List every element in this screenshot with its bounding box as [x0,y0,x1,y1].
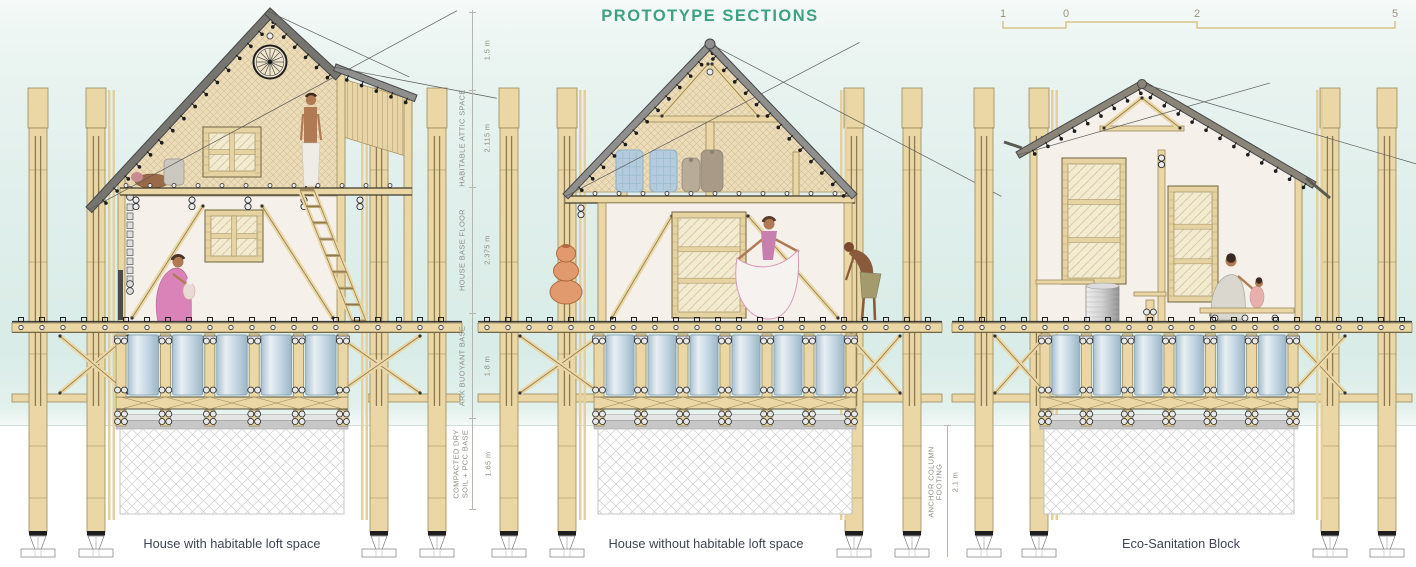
rule-tick [469,509,476,510]
grain-sack [682,158,700,192]
buoyant-base [1039,334,1300,426]
buoyancy-barrel [606,335,634,395]
stilt-column [79,88,113,557]
bamboo-window [1168,186,1218,302]
buoyancy-barrel [1093,335,1120,395]
scale-bar [990,4,1410,38]
scale-label-1: 1 [999,8,1007,20]
dimension-rule-left [472,10,473,510]
rule-tick [469,418,476,419]
storage-basket [650,150,677,192]
buoyant-base [593,334,858,426]
section-caption-eco-sanitation: Eco-Sanitation Block [1121,536,1241,551]
dim-value-base-floor: 2.375 m [482,235,492,265]
clay-pots [550,244,582,304]
buoyancy-barrel [261,335,291,395]
dimension-rule-right [947,425,948,557]
water-drum [1086,283,1119,322]
buoyancy-barrel [1259,335,1286,395]
rule-tick [469,90,476,91]
house-with-loft-drawing [12,8,497,557]
stilt-column [1370,88,1404,557]
foundation [1040,415,1298,515]
buoyancy-barrel [732,335,760,395]
buoyancy-barrel [217,335,247,395]
dim-label-soil-base-2: SOIL + PCC BASE [460,429,470,499]
foundation [116,415,348,515]
grain-sack [701,150,723,192]
dim-label-anchor-footing-2: FOOTING [934,463,944,501]
bamboo-window [672,212,746,318]
dim-label-base-floor: HOUSE BASE FLOOR [457,209,467,291]
buoyancy-barrel [172,335,202,395]
house-without-loft-drawing [478,39,1001,557]
bamboo-window [205,210,263,262]
rule-tick [469,187,476,188]
dim-label-anchor-footing-1: ANCHOR COLUMN [926,446,936,518]
buoyancy-barrel [1217,335,1244,395]
stilt-column [967,88,1001,557]
foundation [594,415,856,515]
buoyant-base [115,334,350,426]
storage-basket [616,150,643,192]
bicycle-wheel [254,46,287,79]
scale-label-0: 0 [1062,8,1070,20]
dim-value-buoyant-base: 1.8 m [482,355,492,377]
scale-label-5: 5 [1391,8,1399,20]
rule-tick [469,313,476,314]
buoyancy-barrel [648,335,676,395]
dim-label-soil-base-1: COMPACTED DRY [451,429,461,499]
eco-sanitation-drawing [952,80,1416,558]
dim-value-attic-space: 2.115 m [482,123,492,153]
dim-value-anchor-footing: 2.1 m [950,471,960,493]
section-caption-no-loft-house: House without habitable loft space [608,536,804,551]
buoyancy-barrel [774,335,802,395]
dim-value-attic-height: 1.5 m [482,39,492,61]
dim-label-attic-space: HABITABLE ATTIC SPACE [457,89,467,187]
stilt-column [21,88,55,557]
rule-tick [944,425,951,426]
buoyancy-barrel [1052,335,1079,395]
dim-value-soil-base: 1.65 m [483,451,493,477]
scale-label-2: 2 [1193,8,1201,20]
buoyancy-barrel [1135,335,1162,395]
section-caption-loft-house: House with habitable loft space [143,536,321,551]
buoyancy-barrel [128,335,158,395]
stilt-column [895,88,929,557]
rule-tick [469,12,476,13]
stilt-column [420,88,454,557]
buoyancy-barrel [690,335,718,395]
stilt-column [492,88,526,557]
bamboo-window [1062,158,1126,284]
buoyancy-barrel [1176,335,1203,395]
buoyancy-barrel [816,335,844,395]
page-title: PROTOTYPE SECTIONS [601,7,819,25]
buoyancy-barrel [306,335,336,395]
dim-label-buoyant-base: ARK BUOYANT BASE [457,325,467,407]
stilt-column [550,88,584,557]
bamboo-window [203,127,261,177]
